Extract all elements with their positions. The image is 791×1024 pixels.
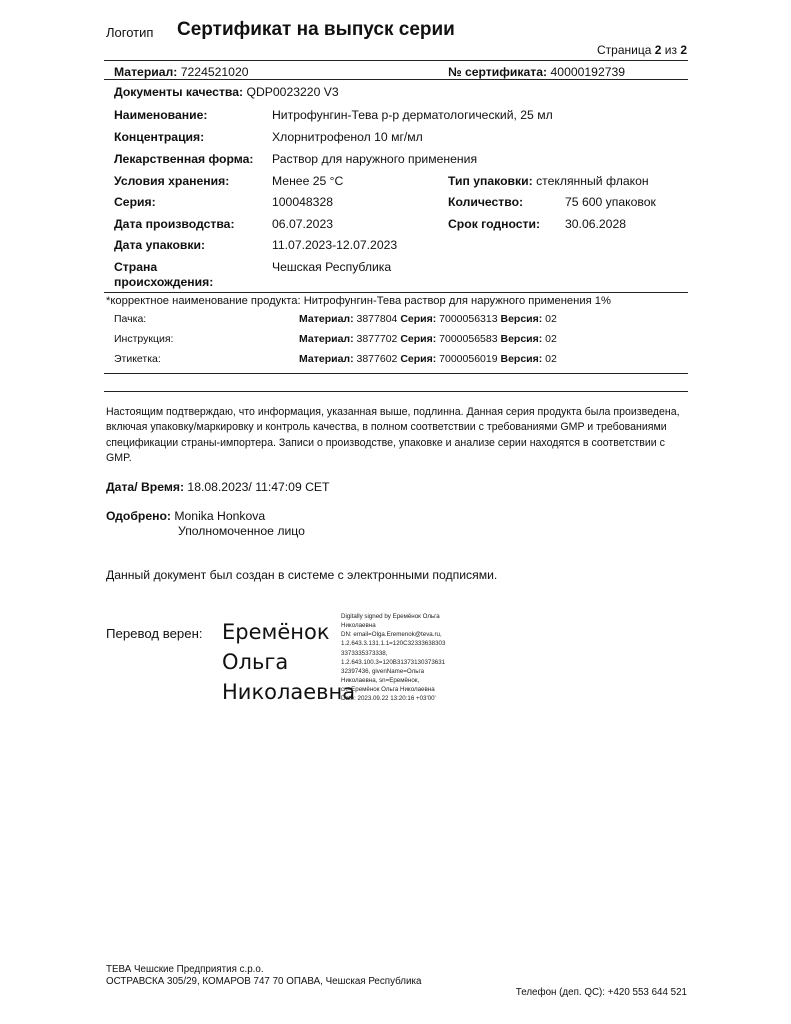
page-total: 2 xyxy=(680,43,687,57)
esign-note: Данный документ был создан в системе с электронными подписями. xyxy=(106,568,498,582)
signature-line-2: Ольга xyxy=(222,650,289,674)
component-batch-label: Серия: xyxy=(400,333,437,345)
handwritten-signature xyxy=(222,617,355,707)
signature-line-1: Ерeмёнок xyxy=(222,620,330,644)
country-value: Чешская Республика xyxy=(272,260,392,274)
digital-signature-block xyxy=(341,612,445,704)
component-version: 02 xyxy=(545,353,557,365)
concentration-label: Концентрация: xyxy=(114,130,205,144)
country-label-line1: Страна xyxy=(114,260,158,274)
page-sep: из xyxy=(664,43,677,57)
component-name: Этикетка: xyxy=(114,353,161,365)
dosage-form-label: Лекарственная форма: xyxy=(114,152,254,166)
digital-sig-line: cn=Ерeмёнок Ольга Николаевна xyxy=(341,686,435,694)
page-prefix: Страница xyxy=(596,43,652,57)
material-label: Материал: xyxy=(114,65,178,79)
signature-line-3: Николаевна xyxy=(222,680,356,704)
approval-role: Уполномоченное лицо xyxy=(178,524,305,538)
component-material: 3877702 xyxy=(356,333,398,345)
certificate-label: № сертификата: xyxy=(448,65,548,79)
component-version: 02 xyxy=(545,333,557,345)
component-material-label: Материал: xyxy=(299,313,354,325)
component-material-label: Материал: xyxy=(299,353,354,365)
package-type-value: стеклянный флакон xyxy=(536,174,649,188)
digital-sig-line: Николаевна xyxy=(341,622,376,630)
digital-sig-line: 3373335373338, xyxy=(341,649,388,657)
quantity-label: Количество: xyxy=(448,195,524,209)
packing-date-label: Дата упаковки: xyxy=(114,238,206,252)
batch-label: Серия: xyxy=(114,195,156,209)
component-version: 02 xyxy=(545,313,557,325)
component-name: Инструкция: xyxy=(114,333,174,345)
footer-company: ТЕВА Чешские Предприятия с.р.о. xyxy=(106,964,264,975)
quantity-value: 75 600 упаковок xyxy=(565,195,656,209)
production-date-value: 06.07.2023 xyxy=(272,217,333,231)
product-name-note: *корректное наименование продукта: Нитрофунгин-Тева раствор для наружного применения 1% xyxy=(106,295,611,307)
packing-date-value: 11.07.2023-12.07.2023 xyxy=(272,238,398,252)
digital-sig-line: 1.2.643.100.3=120B31373130373631 xyxy=(341,658,446,666)
component-name: Пачка: xyxy=(114,313,147,325)
approval-label: Одобрено: xyxy=(106,509,171,523)
digital-sig-line: 32397436, givenName=Ольга xyxy=(341,667,425,675)
storage-value: Менее 25 °C xyxy=(272,174,344,188)
certificate-value: 40000192739 xyxy=(550,65,626,79)
quality-docs-value: QDP0023220 V3 xyxy=(246,85,339,99)
confirmation-statement: Настоящим подтверждаю, что информация, указанная выше, подлинна. Данная серия продукта была произведена, включая упаковку/маркировку и контроль качества, в полном соответствии с требованиями GMP и требованиями спецификации страны-импортера. Записи о производстве, упаковке и анализе серии находятся в соответствии с GMP. xyxy=(106,406,680,464)
component-version-label: Версия: xyxy=(500,353,543,365)
datetime-label: Дата/ Время: xyxy=(106,480,185,494)
rule-2 xyxy=(104,79,688,80)
component-batch-label: Серия: xyxy=(400,353,437,365)
component-version-label: Версия: xyxy=(500,313,543,325)
material-value: 7224521020 xyxy=(180,65,249,79)
component-details xyxy=(299,313,557,325)
digital-sig-line: Digitally signed by Ерeмёнок Ольга xyxy=(341,613,440,620)
footer-address: ОСТРАВСКА 305/29, КОМАРОВ 747 70 ОПАВА, Чешская Республика xyxy=(106,976,422,987)
certificate-row xyxy=(448,65,625,79)
top-rule xyxy=(104,60,688,61)
batch-value: 100048328 xyxy=(272,195,334,209)
name-label: Наименование: xyxy=(114,108,208,122)
storage-label: Условия хранения: xyxy=(114,174,230,188)
package-type-label: Тип упаковки: xyxy=(448,174,533,188)
expiry-label: Срок годности: xyxy=(448,217,541,231)
datetime-value: 18.08.2023/ 11:47:09 CET xyxy=(187,480,330,494)
page-number xyxy=(597,43,687,57)
rule-5 xyxy=(104,391,688,392)
approval-name: Monika Honkova xyxy=(174,509,266,523)
component-details xyxy=(299,333,557,345)
quality-docs-label: Документы качества: xyxy=(114,85,244,99)
component-details xyxy=(299,353,557,365)
rule-4 xyxy=(104,373,688,374)
component-batch: 7000056313 xyxy=(439,313,498,325)
component-batch: 7000056019 xyxy=(439,353,498,365)
component-material: 3877804 xyxy=(356,313,398,325)
page-current: 2 xyxy=(654,43,662,57)
name-value: Нитрофунгин-Тева р-р дерматологический, 25 мл xyxy=(272,108,553,122)
component-material-label: Материал: xyxy=(299,333,354,345)
digital-sig-line: Date: 2023.09.22 13:20:16 +03'00' xyxy=(341,695,436,703)
component-batch-label: Серия: xyxy=(400,313,437,325)
component-batch: 7000056583 xyxy=(439,333,498,345)
concentration-value: Хлорнитрофенол 10 мг/мл xyxy=(272,130,423,144)
quality-docs-row xyxy=(114,85,339,99)
datetime-row xyxy=(106,480,330,494)
document-title: Сертификат на выпуск серии xyxy=(177,19,455,40)
package-type-row xyxy=(448,174,649,188)
digital-sig-line: 1.2.643.3.131.1.1=120C32333638303 xyxy=(341,640,446,648)
footer-phone: Телефон (деп. QC): +420 553 644 521 xyxy=(515,987,687,998)
logo-placeholder: Логотип xyxy=(106,25,154,40)
material-row xyxy=(114,65,249,79)
country-label-line2: происхождения: xyxy=(114,275,214,289)
dosage-form-value: Раствор для наружного применения xyxy=(272,152,478,166)
rule-3 xyxy=(104,292,688,293)
component-version-label: Версия: xyxy=(500,333,543,345)
translation-label: Перевод верен: xyxy=(106,626,203,641)
component-material: 3877602 xyxy=(356,353,398,365)
digital-sig-line: DN: email=Olga.Eremenok@teva.ru, xyxy=(341,631,442,639)
digital-sig-line: Николаевна, sn=Ерeмёнок, xyxy=(341,677,420,685)
production-date-label: Дата производства: xyxy=(114,217,235,231)
expiry-value: 30.06.2028 xyxy=(565,217,626,231)
approval-row xyxy=(106,509,265,523)
